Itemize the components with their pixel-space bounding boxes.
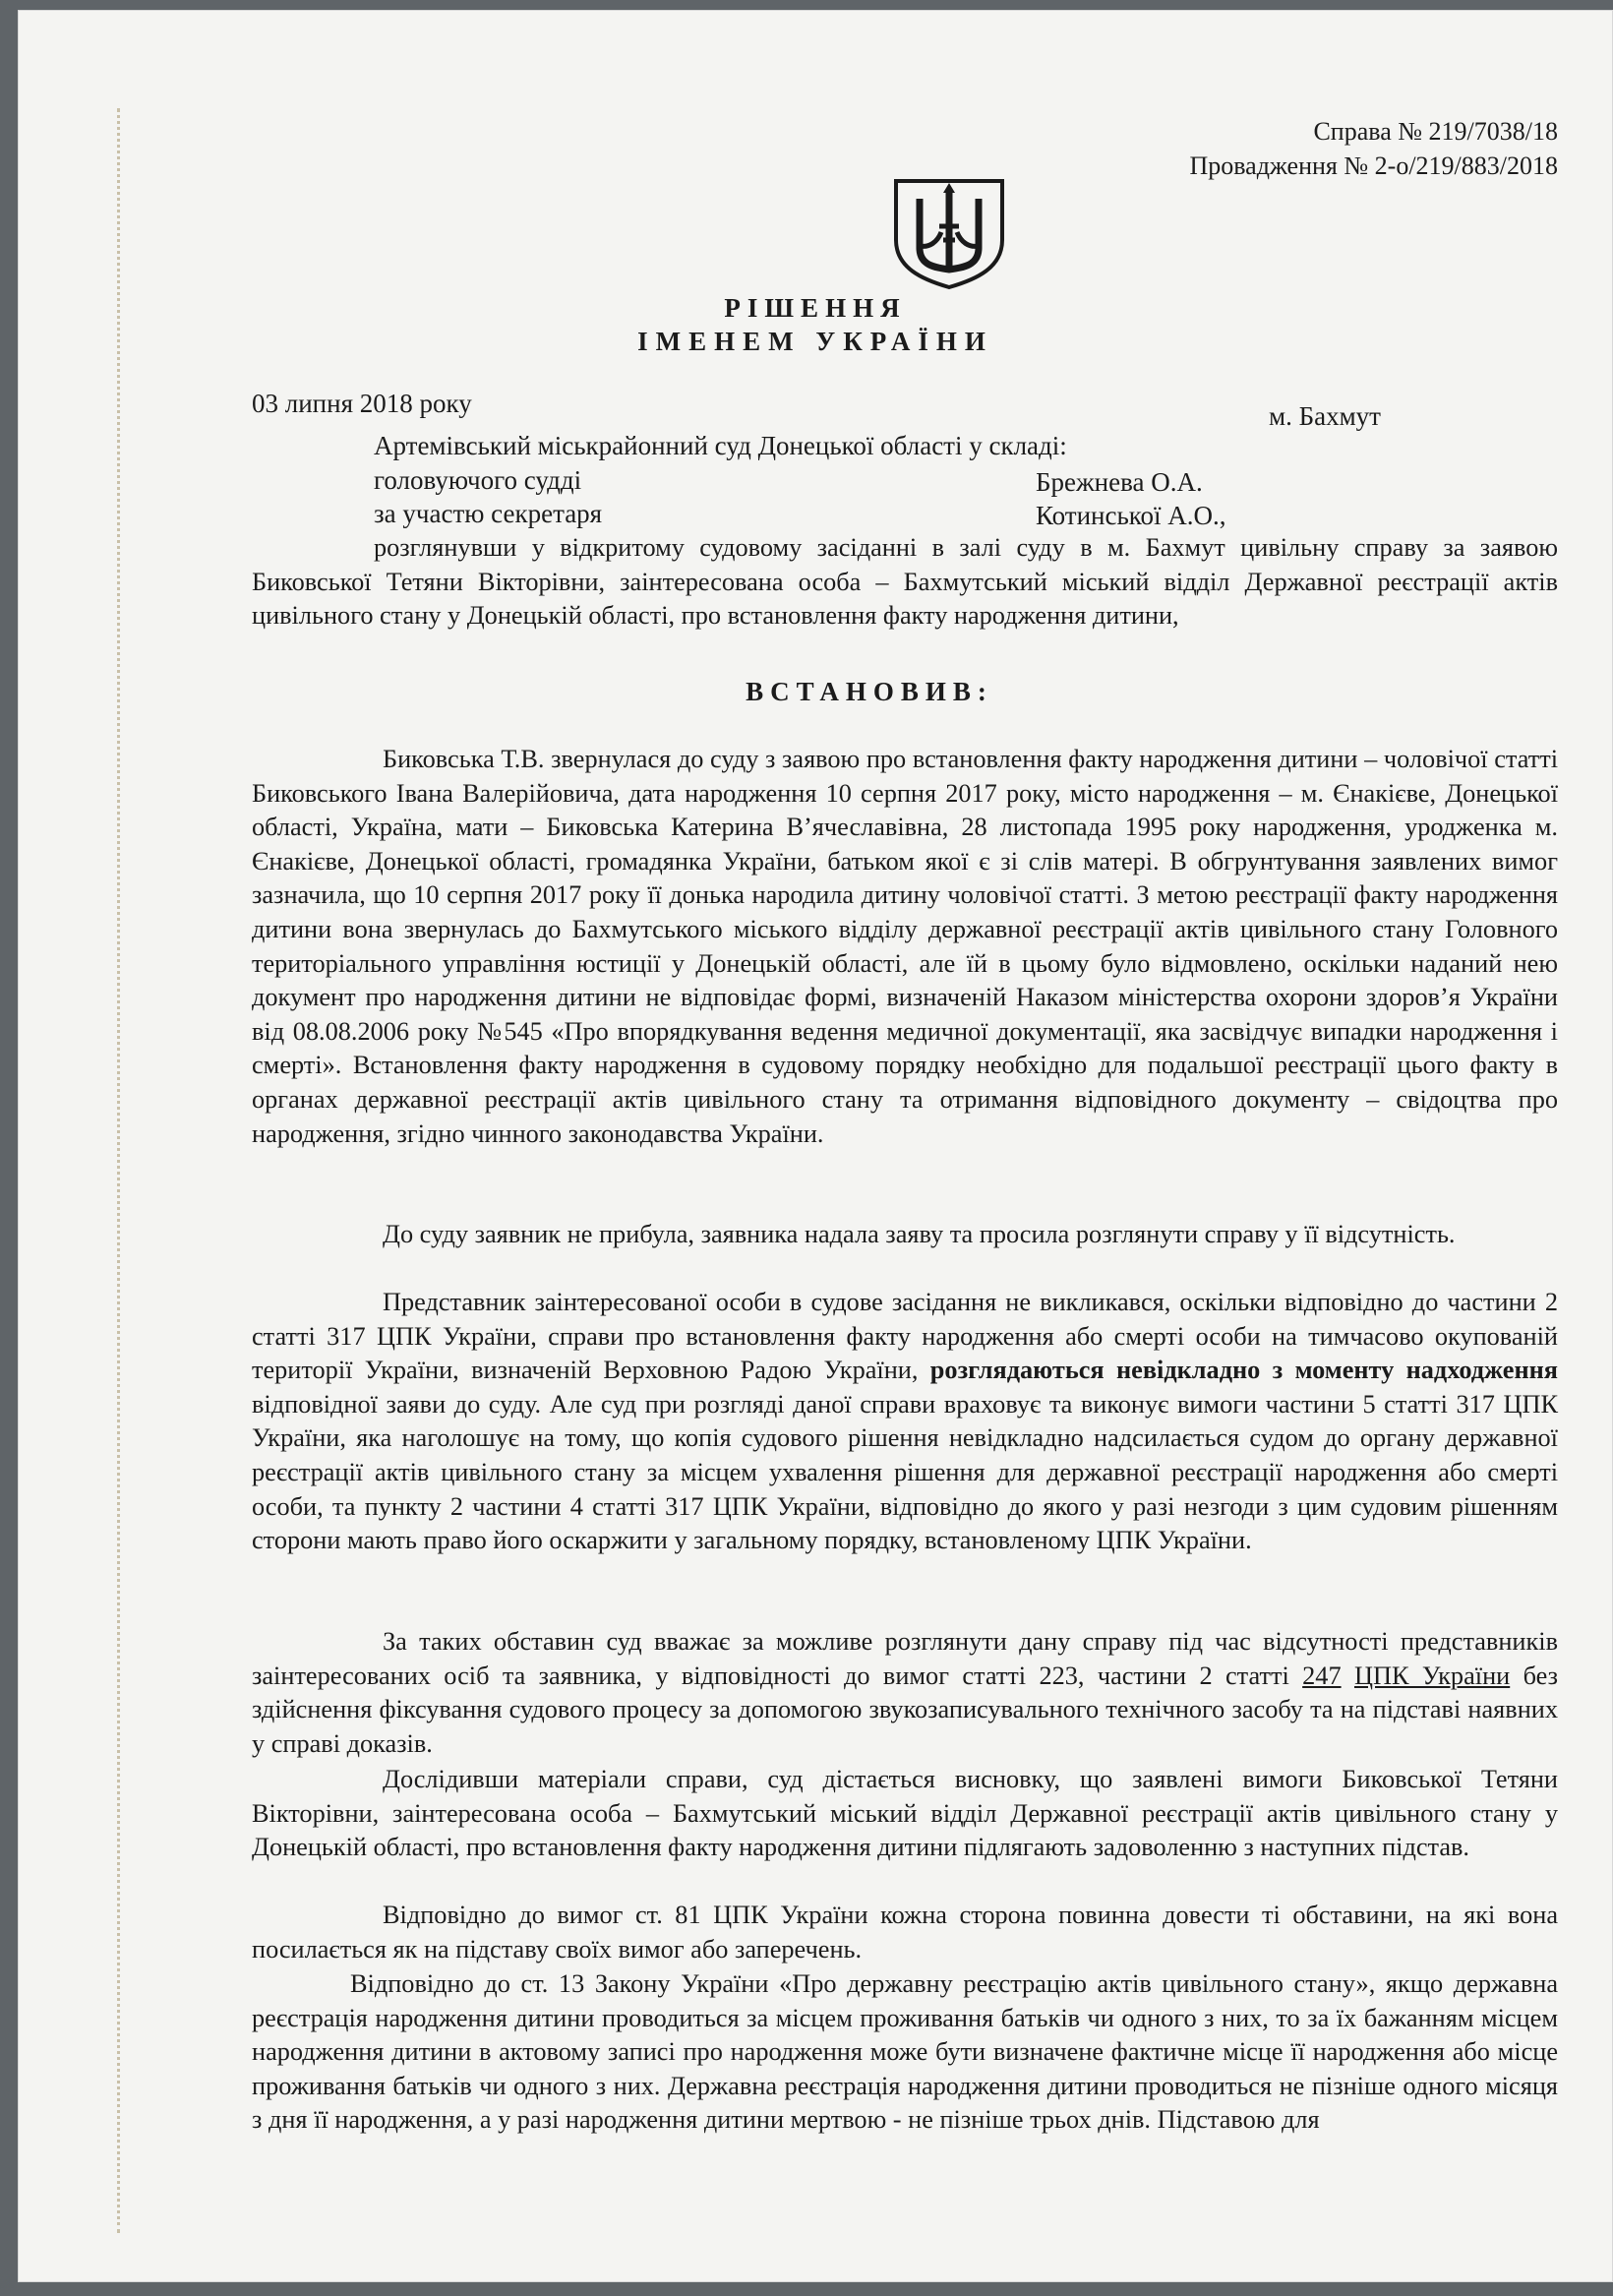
proceeding-number: Провадження № 2-о/219/883/2018: [1189, 151, 1558, 180]
decision-date: 03 липня 2018 року: [252, 389, 472, 418]
intro-paragraph: розглянувши у відкритому судовому засіданні в залі суду в м. Бахмут цивільну справу за заявою Биковської Тетяни Вікторівни, заінтересована особа – Бахмутський міський відділ Державної реєстрації актів цивільного стану у Донецькій області, про встановлення факту народження дитини,: [252, 533, 1558, 631]
coat-of-arms-icon: [890, 177, 1008, 290]
judge-name: Брежнева О.А.: [1036, 467, 1203, 497]
document-page: [18, 10, 1613, 2282]
paragraph-7: Відповідно до ст. 13 Закону України «Про державну реєстрацію актів цивільного стану», якщо державна реєстрація народження дитини проводиться за місцем проживання батьків чи одного з них, то за їх бажанням місцем народження дитини в актовому записі про народження може бути визначене фактичне місце її народження або місце проживання батьків чи одного з них. Державна реєстрація народження дитини проводиться не пізніше одного місяця з дня її народження, а у разі народження дитини мертвою - не пізніше трьох днів. Підставою для: [252, 1969, 1558, 2135]
paragraph-2: До суду заявник не прибула, заявника надала заяву та просила розглянути справу у її відсутність.: [383, 1220, 1456, 1248]
paragraph-4: [252, 1625, 1558, 1761]
paragraph-3-part-1: Представник заінтересованої особи в судове засідання не викликався, оскільки відповідно до частини 2 статті 317 ЦПК України, справи про встановлення факту народження або смерті особи на тимчасово окупованій території України, визначеній Верховною Радою України,: [252, 1288, 1558, 1385]
paragraph-5: Дослідивши матеріали справи, суд дістається висновку, що заявлені вимоги Биковської Тетяни Вікторівни, заінтересована особа – Бахмутський міський відділ Державної реєстрації актів цивільного стану у Донецькій області, про встановлення факту народження дитини підлягають задоволенню з наступних підстав.: [252, 1765, 1558, 1862]
cpc-ukraine-link[interactable]: ЦПК України: [1353, 1661, 1511, 1690]
paragraph-4-space: [1342, 1662, 1354, 1690]
secretary-label: за участю секретаря: [374, 499, 603, 528]
paragraph-3-part-2: відповідної заяви до суду. Але суд при розгляді даної справи враховує та виконує вимоги частини 5 статті 317 ЦПК України, яка наголошує на тому, що копія судового рішення невідкладно надсилається судом до органу державної реєстрації актів цивільного стану за місцем ухвалення рішення для державної реєстрації народження або смерті особи, та пункту 2 частини 4 статті 317 ЦПК України, відповідно до якого у разі незгоди з цим судовим рішенням сторони мають право його оскаржити у загальному порядку, встановленому ЦПК України.: [252, 1389, 1558, 1555]
paragraph-1: Биковська Т.В. звернулася до суду з заявою про встановлення факту народження дитини – чоловічої статті Биковського Івана Валерійовича, дата народження 10 серпня 2017 року, місто народження – м. Єнакієве, Донецької області, Україна, мати – Биковська Катерина В’ячеславівна, 28 листопада 1995 року народження, уродженка м. Єнакієве, Донецької області, громадянка України, батьком якої є зі слів матері. В обгрунтування заявлених вимог зазначила, що 10 серпня 2017 року її донька народила дитину чоловічої статті. З метою реєстрації факту народження дитини вона звернулась до Бахмутського міського відділу державної реєстрації актів цивільного стану Головного територіального управління юстиції у Донецькій області, але їй в цьому було відмовлено, оскільки наданий нею документ про народження дитини не відповідає формі, визначеній Наказом міністерства охорони здоров’я України від 08.08.2006 року №545 «Про впорядкування ведення медичної документації, яка засвідчує випадки народження і смерті». Встановлення факту народження в судовому порядку необхідно для подальшої реєстрації цього факту в органах державної реєстрації актів цивільного стану та отримання відповідного документу – свідоцтва про народження, згідно чинного законодавства України.: [252, 745, 1558, 1148]
paragraph-3: [252, 1286, 1558, 1558]
paragraph-4-part-1: За таких обставин суд вважає за можливе розглянути дану справу під час відсутності представників заінтересованих осіб та заявника, у відповідності до вимог статті 223, частини 2 статті: [252, 1627, 1558, 1690]
judge-label: головуючого судді: [374, 465, 582, 495]
document-title: РІШЕННЯ: [724, 293, 907, 323]
binding-holes: [117, 108, 120, 2233]
secretary-name: Котинської А.О.,: [1036, 501, 1226, 530]
court-name: Артемівський міськрайонний суд Донецької області у складі:: [374, 431, 1067, 460]
case-number: Справа № 219/7038/18: [1313, 117, 1558, 146]
paragraph-3-bold: розглядаються невідкладно з моменту надходження: [929, 1356, 1558, 1385]
decision-city: м. Бахмут: [1269, 401, 1381, 431]
paragraph-4-part-2: без здійснення фіксування судового процесу за допомогою звукозаписувального технічного засобу та на підставі наявних у справі доказів.: [252, 1661, 1558, 1758]
article-247-link[interactable]: 247: [1302, 1661, 1342, 1690]
paragraph-6: Відповідно до вимог ст. 81 ЦПК України кожна сторона повинна довести ті обставини, на які вона посилається як на підставу своїх вимог або заперечень.: [252, 1901, 1558, 1964]
section-heading: ВСТАНОВИВ:: [746, 677, 993, 706]
document-subtitle: ІМЕНЕМ УКРАЇНИ: [637, 327, 993, 356]
